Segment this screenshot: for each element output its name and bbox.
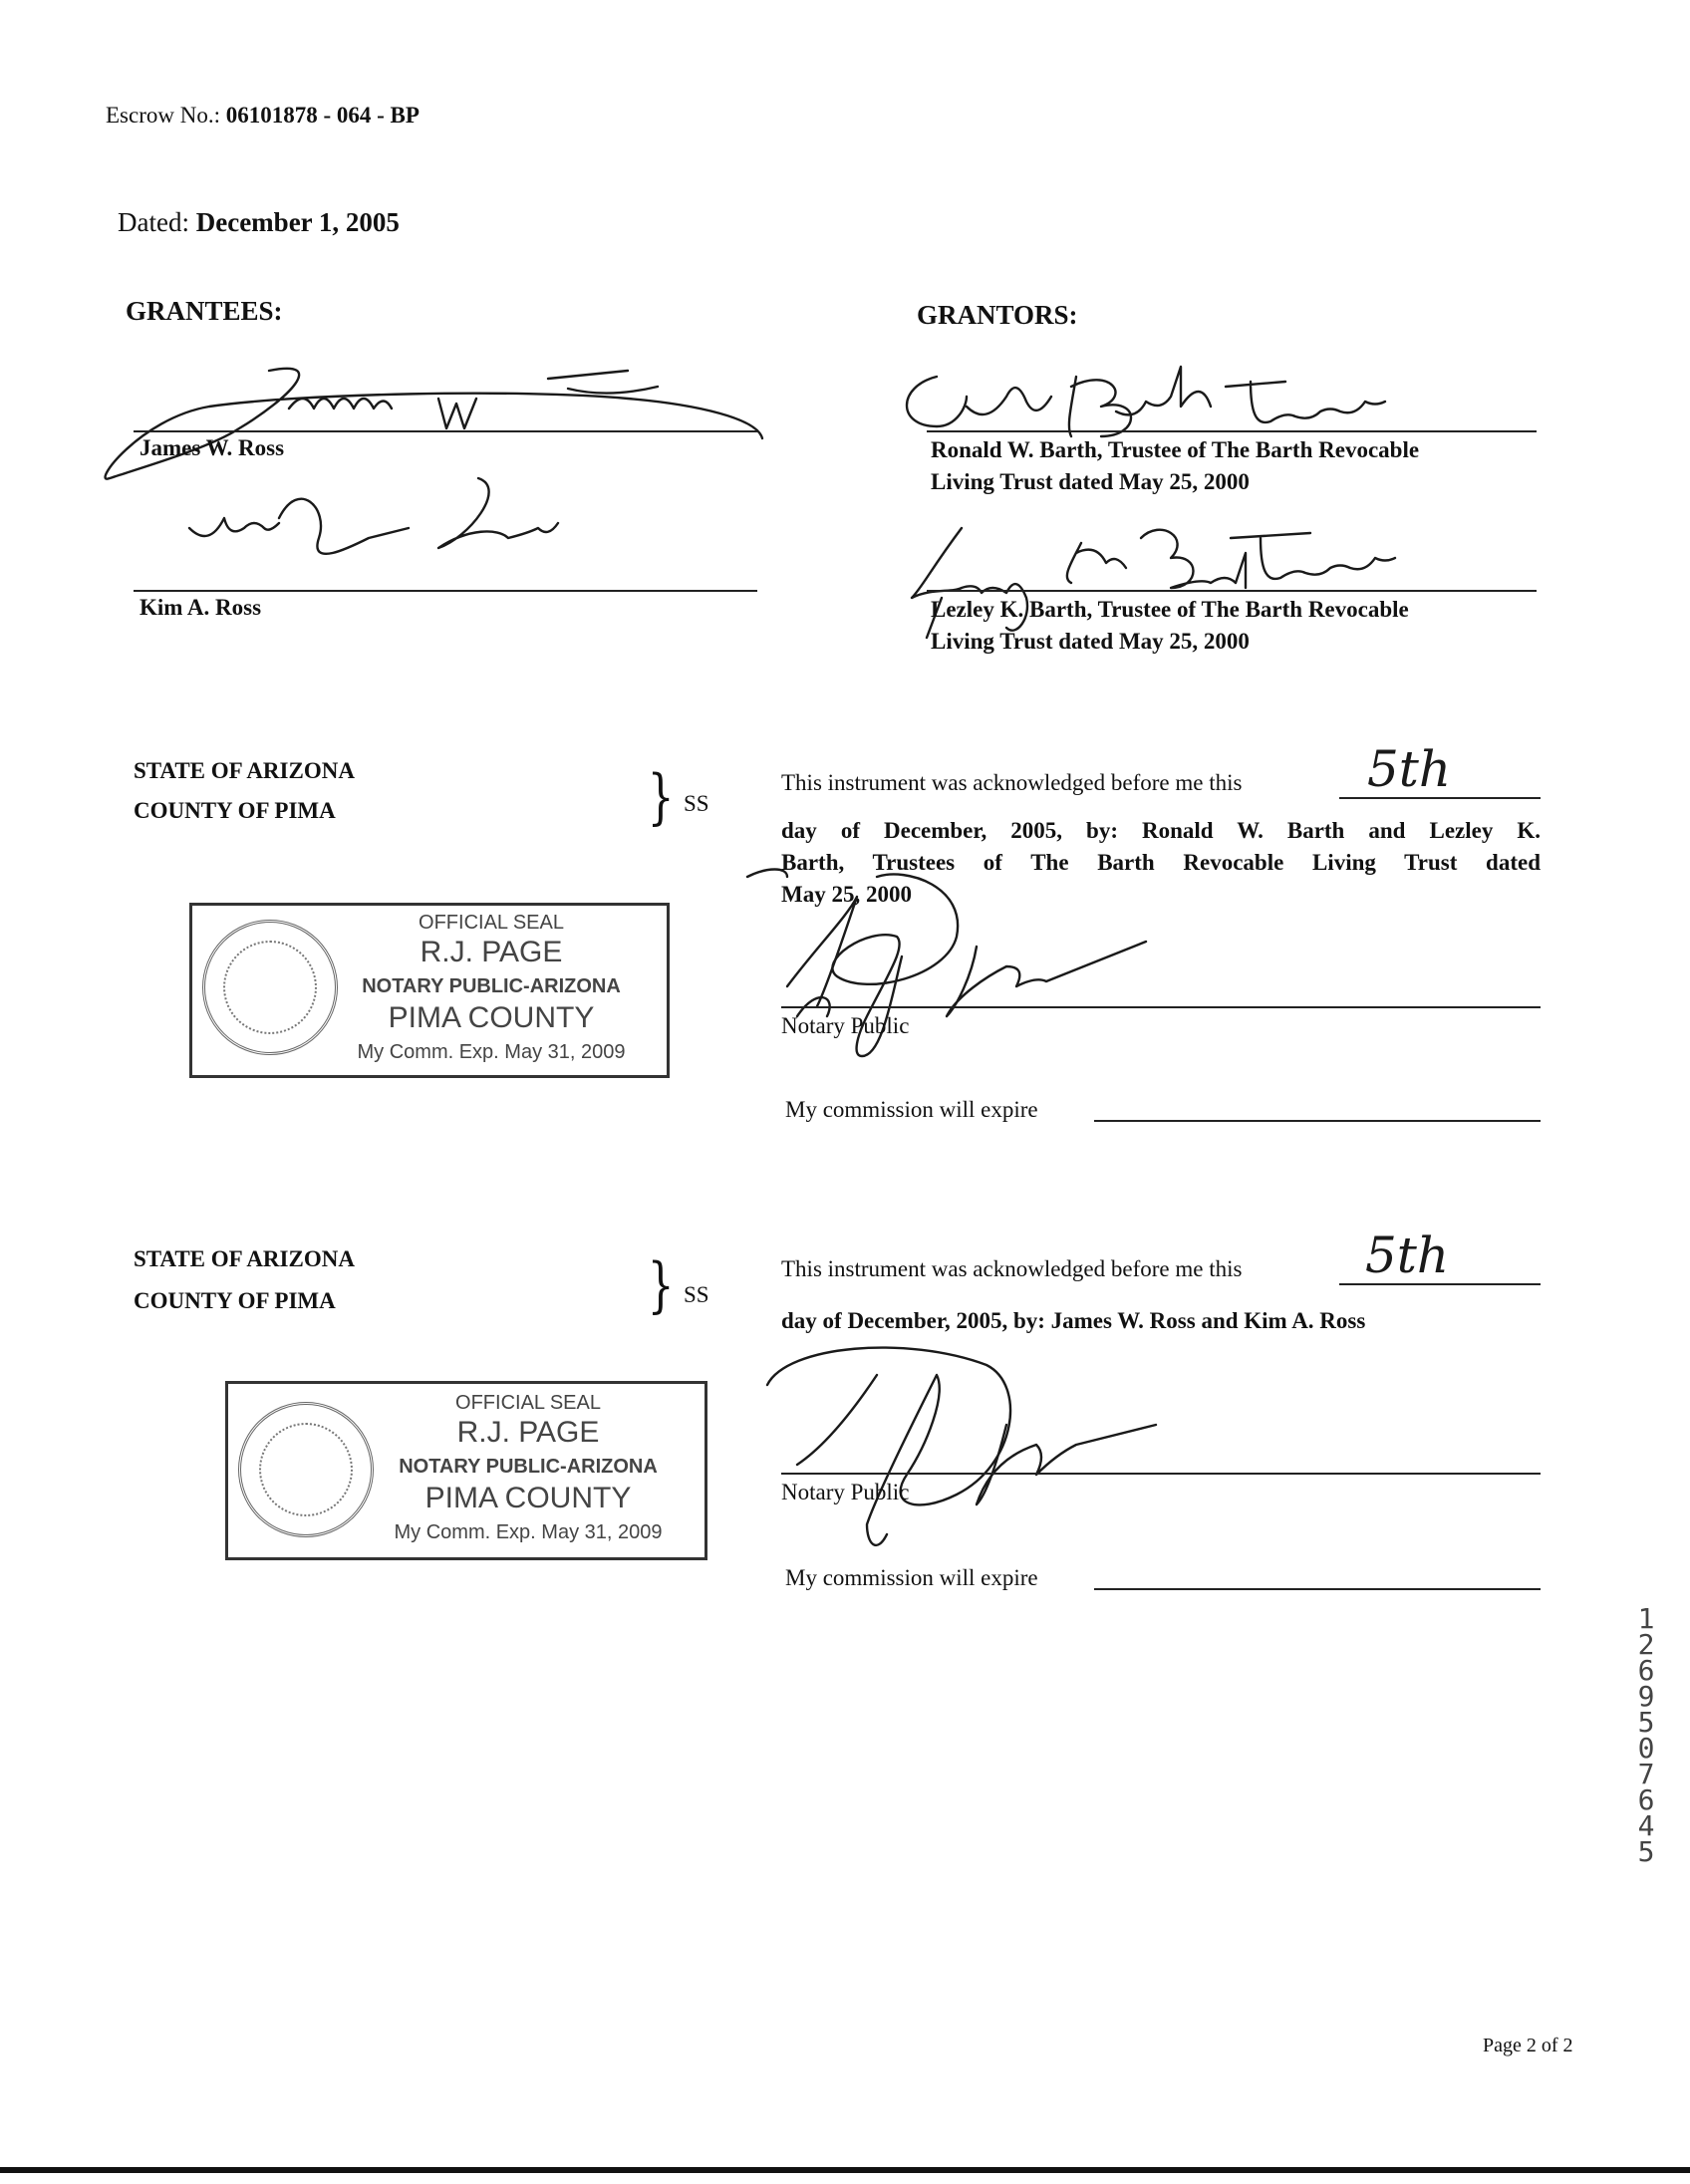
- ack1-day-handwritten: 5th: [1367, 740, 1452, 798]
- ack1-ss: SS: [684, 791, 709, 816]
- grantor-1-line-1: Ronald W. Barth, Trustee of The Barth Revocable: [931, 437, 1420, 462]
- ack1-county: COUNTY OF PIMA: [134, 798, 336, 823]
- stamp1-line-3: NOTARY PUBLIC-ARIZONA: [362, 975, 621, 997]
- grantor-1-line-2: Living Trust dated May 25, 2000: [931, 469, 1250, 494]
- bottom-rule: [0, 2167, 1690, 2173]
- grantor-2-line-2: Living Trust dated May 25, 2000: [931, 629, 1250, 654]
- ack1-state: STATE OF ARIZONA: [134, 758, 355, 783]
- ack2-ss: SS: [684, 1282, 709, 1307]
- ack2-line-2: day of December, 2005, by: James W. Ross and Kim A. Ross: [781, 1308, 1366, 1333]
- lezley-barth-signature-line: [927, 590, 1537, 592]
- ack2-commission-label: My commission will expire: [785, 1565, 1038, 1590]
- stamp1-line-1: OFFICIAL SEAL: [419, 912, 564, 934]
- grantor-2-line-1: Lezley K. Barth, Trustee of The Barth Revocable: [931, 597, 1409, 622]
- stamp2-line-2: R.J. PAGE: [456, 1416, 600, 1449]
- ack1-notary-line: [781, 1006, 1541, 1008]
- escrow-number: 06101878 - 064 - BP: [225, 103, 420, 128]
- ack2-day-handwritten: 5th: [1365, 1227, 1450, 1284]
- ack2-notary-label: Notary Public: [781, 1480, 910, 1504]
- grantees-heading: GRANTEES:: [126, 296, 283, 326]
- grantors-heading: GRANTORS:: [917, 300, 1078, 330]
- stamp1-line-5: My Comm. Exp. May 31, 2009: [357, 1041, 626, 1063]
- ack2-notary-line: [781, 1473, 1541, 1475]
- grantee-1-name: James W. Ross: [140, 435, 285, 460]
- ronald-barth-signature-line: [927, 430, 1537, 432]
- notary-seal-icon: [202, 920, 338, 1055]
- ack2-brace: }: [647, 1250, 675, 1320]
- stamp2-line-5: My Comm. Exp. May 31, 2009: [394, 1521, 663, 1543]
- stamp2-line-4: PIMA COUNTY: [424, 1482, 632, 1514]
- ack1-line-2: day of December, 2005, by: Ronald W. Barth and Lezley K.: [781, 818, 1541, 843]
- ack1-commission-label: My commission will expire: [785, 1097, 1038, 1122]
- stamp2-line-1: OFFICIAL SEAL: [455, 1392, 601, 1414]
- ack1-line-3: Barth, Trustees of The Barth Revocable Living Trust dated: [781, 850, 1541, 875]
- stamp1-line-2: R.J. PAGE: [420, 936, 563, 968]
- stamp2-line-3: NOTARY PUBLIC-ARIZONA: [399, 1456, 658, 1478]
- grantee-2-name: Kim A. Ross: [140, 595, 262, 620]
- ack1-line-4: May 25, 2000: [781, 882, 912, 907]
- ack1-commission-line: [1094, 1120, 1541, 1122]
- escrow-label: Escrow No.:: [106, 103, 220, 128]
- ack1-brace: }: [647, 762, 675, 832]
- ack2-commission-line: [1094, 1588, 1541, 1590]
- recording-number: 12695 07645: [1637, 1602, 1672, 1868]
- escrow-number-line: [106, 100, 420, 132]
- ack2-intro: This instrument was acknowledged before me this: [781, 1256, 1243, 1281]
- ack2-state: STATE OF ARIZONA: [134, 1246, 355, 1271]
- dated-line: [118, 206, 400, 238]
- ack2-notary-signature: [757, 1325, 1236, 1554]
- page-number: Page 2 of 2: [1483, 2035, 1573, 2056]
- dated-value: December 1, 2005: [195, 207, 400, 237]
- ack1-intro: This instrument was acknowledged before me this: [781, 770, 1243, 795]
- notary-stamp-2: [225, 1381, 707, 1560]
- dated-label: Dated:: [118, 207, 189, 237]
- stamp1-line-4: PIMA COUNTY: [388, 1001, 595, 1034]
- notary-stamp-1: [189, 903, 670, 1078]
- notary-seal-icon: [238, 1402, 374, 1537]
- ack2-county: COUNTY OF PIMA: [134, 1288, 336, 1313]
- kim-ross-signature: [179, 468, 598, 578]
- ack1-notary-signature: [727, 867, 1226, 1086]
- ack1-notary-label: Notary Public: [781, 1013, 910, 1038]
